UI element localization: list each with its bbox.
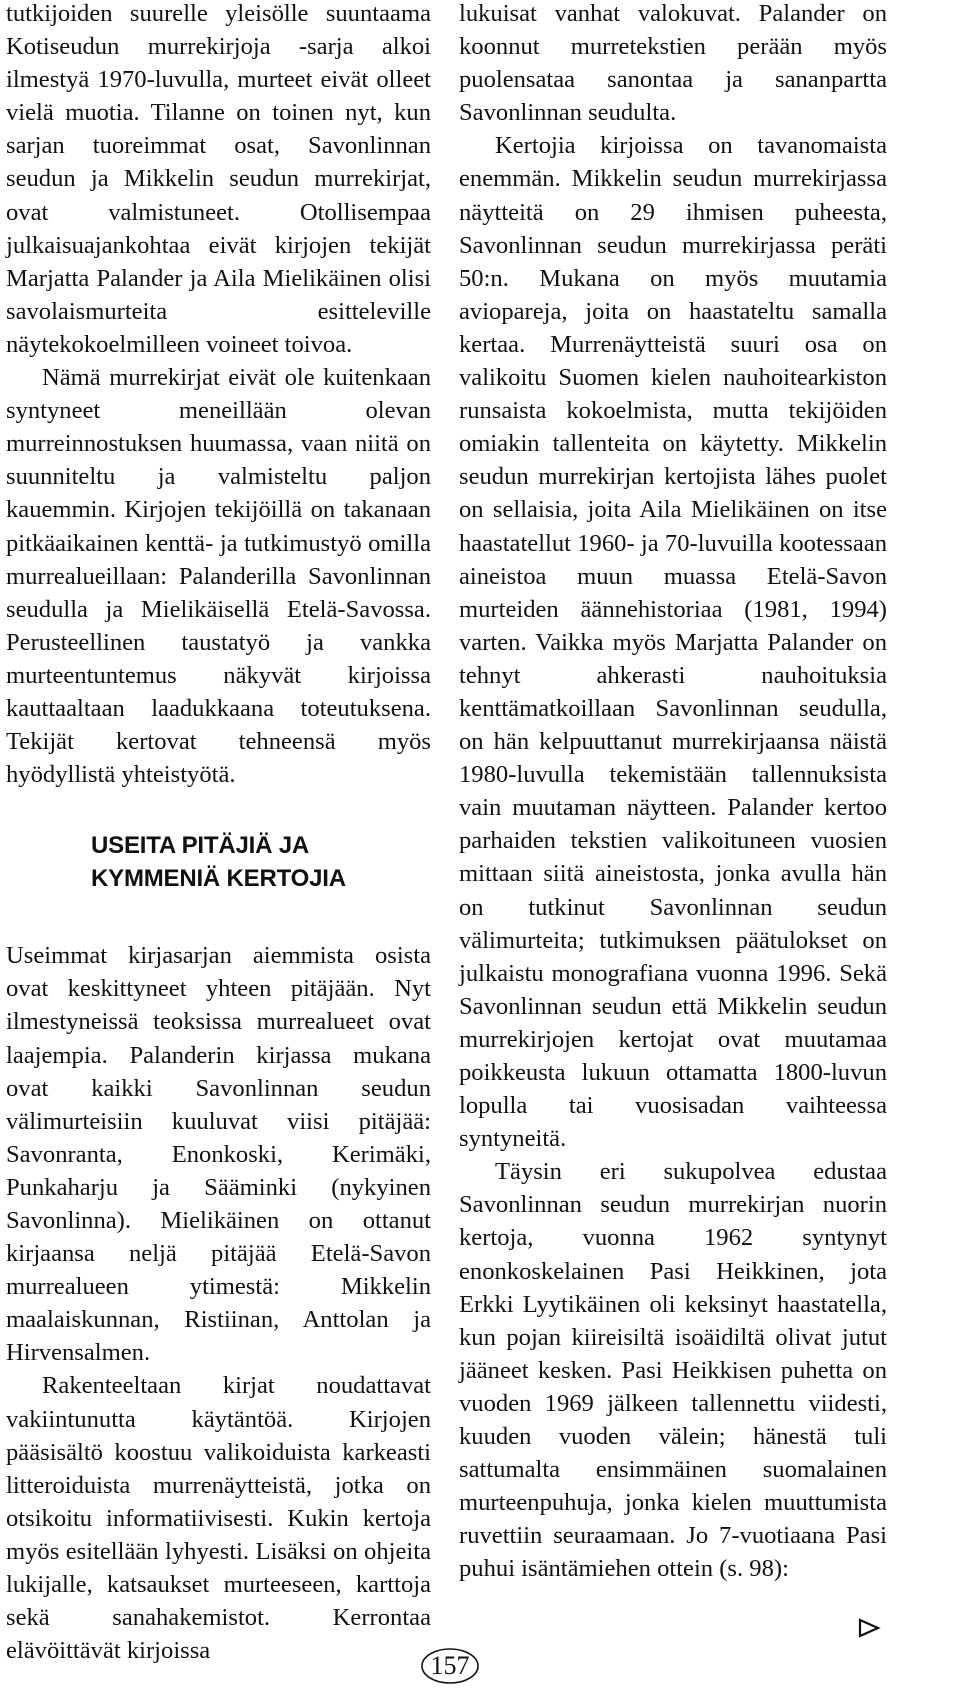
continue-arrow-icon: [857, 1617, 881, 1639]
paragraph: Kertojia kirjoissa on tavanomaista enemmän. Mikkelin seudun murrekirjassa näytteitä on 29 ihmisen puheesta, Savonlinnan seudun murrekirjassa peräti 50:n. Mukana on myös muutamia aviopareja, joita on haastateltu samalla kertaa. Murrenäytteistä suuri osa on valikoitu Suomen kielen nauhoitearkiston runsaista kokoelmista, mutta tekijöiden omiakin tallenteita on käytetty. Mikkelin seudun murrekirjan kertojista lähes puolet on sellaisia, joita Aila Mielikäinen on itse haastatellut 1960- ja 70-luvuilla kootessaan aineistoa muun muassa Etelä-Savon murteiden äännehistoriaa (1981, 1994) varten. Vaikka myös Marjatta Palander on tehnyt ahkerasti nauhoituksia kenttämatkoillaan Savonlinnan seudulla, on hän kelpuuttanut murrekirjaansa näistä 1980-luvulla tekemistään tallennuksista vain muutaman näytteen. Palander kertoo parhaiden tekstien valikoituneen vuosien mittaan siitä aineistosta, jonka avulla hän on tutkinut Savonlinnan seudun välimurteita; tutkimuksen päätulokset on julkaistu monografiana vuonna 1996. Sekä Savonlinnan seudun että Mikkelin seudun murrekirjojen kertojat ovat muutamaa poikkeusta lukuun ottamatta 1800-luvun lopulla tai vuosisadan vaihteessa syntyneitä.: [459, 132, 887, 1153]
section-heading-line: USEITA PITÄJIÄ JA: [91, 832, 309, 860]
section-heading-line: KYMMENIÄ KERTOJIA: [91, 865, 346, 893]
page-number: [420, 1646, 480, 1686]
section-heading: [91, 829, 431, 895]
paragraph: tutkijoiden suurelle yleisölle suuntaama Kotiseudun murrekirjoja -sarja alkoi ilmestyä 1970-luvulla, murteet eivät olleet vielä muotia. Tilanne on toinen nyt, kun sarjan tuoreimmat osat, Savonlinnan seudun ja Mikkelin seudun murrekirjat, ovat valmistuneet. Otollisempaa julkaisuajankohtaa eivät kirjojen tekijät Marjatta Palander ja Aila Mielikäinen olisi savolaismurteita esitteleville näytekokoelmilleen voineet toivoa.: [6, 0, 431, 358]
paragraph: Rakenteeltaan kirjat noudattavat vakiintunutta käytäntöä. Kirjojen pääsisältö koostuu valikoiduista karkeasti litteroiduista murrenäytteistä, jotka on otsikoitu informatiivisesti. Kukin kertoja myös esitellään lyhyesti. Lisäksi on ohjeita lukijalle, katsaukset murteeseen, karttoja sekä sanahakemistot. Kerrontaa elävöittävät kirjoissa: [6, 1372, 431, 1665]
page-number-text: 157: [430, 1651, 470, 1680]
paragraph: Nämä murrekirjat eivät ole kuitenkaan syntyneet meneillään olevan murreinnostuksen huumassa, vaan niitä on suunniteltu ja valmisteltu paljon kauemmin. Kirjojen tekijöillä on takanaan pitkäaikainen kenttä- ja tutkimustyö omilla murrealueillaan: Palanderilla Savonlinnan seudulla ja Mielikäisellä Etelä-Savossa. Perusteellinen taustatyö ja vankka murteentuntemus näkyvät kirjoissa kauttaaltaan laadukkaana toteutuksena. Tekijät kertovat tehneensä myös hyödyllistä yhteistyötä.: [6, 364, 431, 789]
paragraph: lukuisat vanhat valokuvat. Palander on koonnut murretekstien perään myös puolensataa sanontaa ja sananpartta Savonlinnan seudulta.: [459, 0, 887, 127]
left-column: [6, 0, 431, 1667]
paragraph: Useimmat kirjasarjan aiemmista osista ovat keskittyneet yhteen pitäjään. Nyt ilmestyneissä teoksissa murrealueet ovat laajempia. Palanderin kirjassa mukana ovat kaikki Savonlinnan seudun välimurteisiin kuuluvat viisi pitäjää: Savonranta, Enonkoski, Kerimäki, Punkaharju ja Sääminki (nykyinen Savonlinna). Mielikäinen on ottanut kirjaansa neljä pitäjää Etelä-Savon murrealueen ytimestä: Mikkelin maalaiskunnan, Ristiinan, Anttolan ja Hirvensalmen.: [6, 942, 431, 1367]
paragraph: Täysin eri sukupolvea edustaa Savonlinnan seudun murrekirjan nuorin kertoja, vuonna 1962 syntynyt enonkoskelainen Pasi Heikkinen, jota Erkki Lyytikäinen oli keksinyt haastatella, kun pojan kiireisiltä isoäidiltä olivat jutut jääneet kesken. Pasi Heikkisen puhetta on vuoden 1969 jälkeen tallennettu viidesti, kuuden vuoden välein; hänestä tuli sattumalta ensimmäinen suomalainen murteenpuhuja, jonka kielen muuttumista ruvettiin seuraamaan. Jo 7-vuotiaana Pasi puhui isäntämiehen ottein (s. 98):: [459, 1158, 887, 1583]
right-column: [459, 0, 887, 1586]
